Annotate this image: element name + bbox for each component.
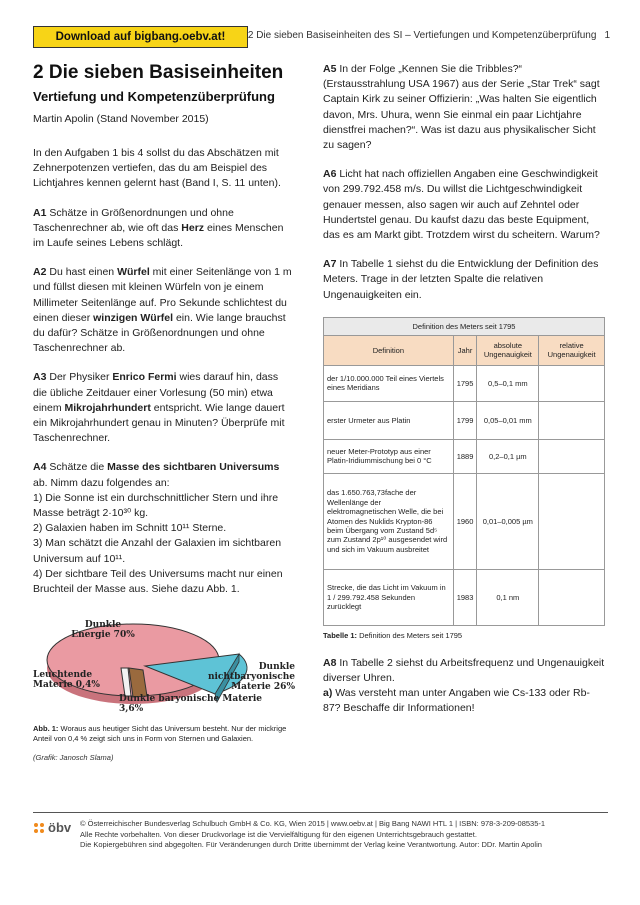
download-button[interactable]: Download auf bigbang.oebv.at! — [33, 26, 248, 48]
logo-text: öbv — [48, 820, 72, 835]
footer-copyright: © Österreichischer Bundesverlag Schulbuch GmbH & Co. KG, Wien 2015 | www.oebv.at | Big Bang NAWI HTL 1 | ISBN: 978-3-209-08535-1 Alle Rechte vorbehalten. Von dieser Druckvorlage ist die Vervielfältigung für den eigenen Unterrichtsgebrauch gestattet. Die Kopiergebühren sind abgegolten. Für Veränderungen durch Dritte übernimmt der Verlag keine Verantwortung. Autor: DDr. Martin Apolin — [80, 819, 546, 849]
task-a3: A3 Der Physiker Enrico Fermi wies darauf hin, dass die übliche Zeitdauer einer Vorlesung (50 min) etwa einem Mikrojahrhundert entspricht. Wie lange dauert ein Mikrojahrhundert genau in Minuten? Überprüfe mit Taschenrechner. — [33, 371, 285, 445]
publisher-logo — [33, 820, 71, 835]
intro-text: In den Aufgaben 1 bis 4 sollst du das Abschätzen mit Zehnerpotenzen vertiefen, das du am Beispiel des Lichtjahres kennen gelernt hast (Band I, S. 11 unten). — [33, 147, 281, 190]
running-header — [248, 30, 610, 41]
running-title: 2 Die sieben Basiseinheiten des SI – Vertiefungen und Kompetenzüberprüfung — [247, 30, 597, 41]
task-a5: A5 In der Folge „Kennen Sie die Tribbles?“ (Erstausstrahlung USA 1967) aus der Serie „Star Trek“ sagt Captain Kirk zu seiner Offizierin: „Was halten Sie eigentlich davon, Mrs. Uhura, wenn Sie einmal ein paar Lichtjahre dienstfrei machen?“. Was ist dazu aus physikalischer Sicht zu sagen? — [323, 63, 600, 152]
table-row: das 1.650.763,73fache der Wellenlänge der elektromagnetischen Welle, die bei Atomen des Nuklids Krypton-86 beim Übergang vom Zustand 5d⁵ zum Zustand 2p¹⁰ ausgesendet wird und sich im Vakuum ausbreitet 1960 0,01–0,005 µm — [324, 473, 605, 569]
table-header: Definition — [324, 335, 454, 365]
table-row: erster Urmeter aus Platin 1799 0,05–0,01 mm — [324, 401, 605, 439]
task-a2: A2 Du hast einen Würfel mit einer Seitenlänge von 1 m und füllst diesen mit kleinen Würfeln von je einem Millimeter Seitenlänge auf. Pro Sekunde schlichtest du einen dieser winzigen Würfel ein. Wie lange brauchst du dafür? Schätze in Größenordnungen und ohne Taschenrechner ab. — [33, 266, 292, 355]
table-row: neuer Meter-Prototyp aus einer Platin-Iridiummischung bei 0 °C 1889 0,2–0,1 µm — [324, 439, 605, 473]
relative-inaccuracy-cell[interactable] — [539, 473, 605, 569]
table-row: der 1/10.000.000 Teil eines Viertels eines Meridians 1795 0,5–0,1 mm — [324, 365, 605, 401]
task-a7: A7 In Tabelle 1 siehst du die Entwicklung der Definition des Meters. Trage in der letzten Spalte die relativen Ungenauigkeiten ein. — [323, 258, 599, 301]
relative-inaccuracy-cell[interactable] — [539, 569, 605, 625]
relative-inaccuracy-cell[interactable] — [539, 365, 605, 401]
figure-credit: (Grafik: Janosch Slama) — [33, 753, 114, 763]
oebv-logo-icon — [33, 822, 45, 834]
table-row: Strecke, die das Licht im Vakuum in 1 / 299.792.458 Sekunden zurücklegt 1983 0,1 nm — [324, 569, 605, 625]
label-nonbaryonic: Dunkle nichtbaryonische Materie 26% — [207, 662, 295, 693]
label-baryonic: Dunkle baryonische Materie 3,6% — [119, 694, 262, 715]
table-header: relative Ungenauigkeit — [539, 335, 605, 365]
figure-caption: Abb. 1: Woraus aus heutiger Sicht das Universum besteht. Nur der mickrige Anteil von 0,4 % zeigt sich uns in Form von Sternen und Galaxien. — [33, 724, 287, 743]
left-column — [33, 62, 295, 762]
relative-inaccuracy-cell[interactable] — [539, 439, 605, 473]
a4-item: 1) Die Sonne ist ein durchschnittlicher Stern und ihre Masse beträgt 2·10³⁰ kg. — [33, 491, 279, 520]
footer-divider — [33, 812, 608, 813]
a4-item: 3) Man schätzt die Anzahl der Galaxien im sichtbaren Universum auf 10¹¹. — [33, 537, 282, 565]
table-header: Jahr — [453, 335, 477, 365]
table-caption: Tabelle 1: Definition des Meters seit 1795 — [323, 630, 463, 640]
label-dark-energy: Dunkle Energie 70% — [71, 620, 135, 641]
a4-item: 4) Der sichtbare Teil des Universums macht nur einen Bruchteil der Masse aus. Siehe dazu Abb. 1. — [33, 567, 283, 596]
page-title: 2 Die sieben Basiseinheiten — [33, 62, 284, 83]
task-a8: A8 In Tabelle 2 siehst du Arbeitsfrequenz und Ungenauigkeit diverser Uhren. — [323, 656, 605, 685]
table-title: Definition des Meters seit 1795 — [324, 317, 605, 335]
relative-inaccuracy-cell[interactable] — [539, 401, 605, 439]
task-a4: A4 Schätze die Masse des sichtbaren Universums ab. Nimm dazu folgendes an: — [33, 461, 280, 489]
universe-pie-figure — [33, 608, 295, 720]
task-a6: A6 Licht hat nach offiziellen Angaben eine Geschwindigkeit von 299.792.458 m/s. Du willst die Lichtgeschwindigkeit genauer messen, also sagen wir auch auf Zehntel oder Hundertstel genau. Du kaufst dazu das beste Equipment, das es am Markt gibt. Trotzdem wirst du scheitern. Warum? — [323, 168, 600, 242]
task-a8a: a) Was versteht man unter Angaben wie Cs-133 oder Rb-87? Beschaffe dir Informationen! — [323, 687, 590, 715]
page-number: 1 — [604, 30, 610, 41]
author-line: Martin Apolin (Stand November 2015) — [33, 113, 209, 125]
task-a1: A1 Schätze in Größenordnungen und ohne Taschenrechner ab, wie oft das Herz eines Menschen im Laufe seines Lebens schlägt. — [33, 206, 284, 250]
a4-item: 2) Galaxien haben im Schnitt 10¹¹ Sterne. — [33, 522, 227, 535]
table-header: absolute Ungenauigkeit — [477, 335, 539, 365]
right-column — [323, 62, 607, 717]
page-subtitle: Vertiefung und Kompetenzüberprüfung — [33, 89, 275, 104]
meter-definition-table — [323, 317, 605, 626]
label-luminous: Leuchtende Materie 0,4% — [33, 670, 100, 691]
